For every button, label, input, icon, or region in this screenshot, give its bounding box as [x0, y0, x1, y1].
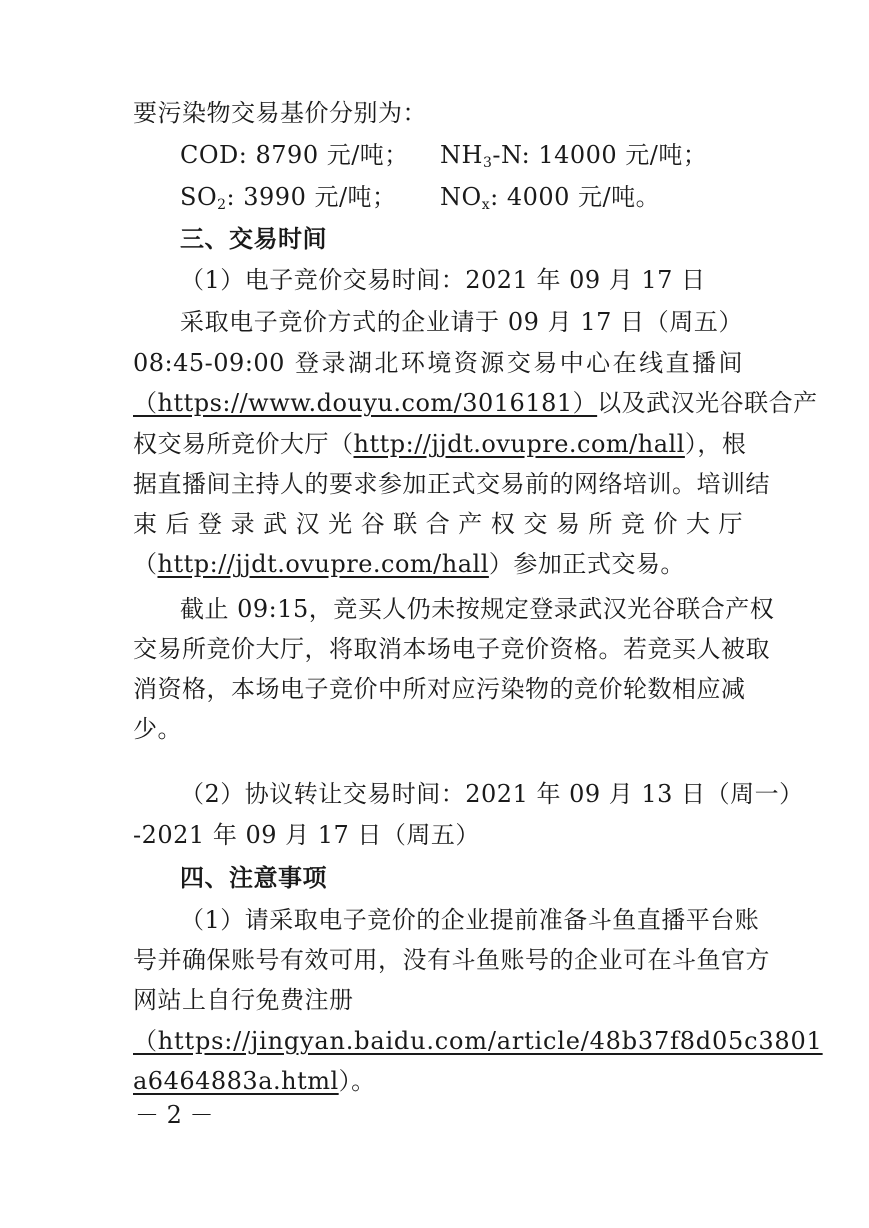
text-line: 号并确保账号有效可用，没有斗鱼账号的企业可在斗鱼官方: [133, 946, 770, 974]
text-line: 交易所竞价大厅，将取消本场电子竞价资格。若竞买人被取: [133, 635, 770, 663]
text-line: 08:45-09:00 登录湖北环境资源交易中心在线直播间: [133, 349, 743, 377]
text-line: a6464883a.html）。: [133, 1067, 376, 1095]
text-line: （https://www.douyu.com/3016181）以及武汉光谷联合产: [133, 389, 818, 417]
text-line: [133, 1024, 823, 1058]
text-line: -2021 年 09 月 17 日（周五）: [133, 821, 480, 849]
text-line: 少。: [133, 715, 182, 743]
text-line: 要污染物交易基价分别为：: [133, 99, 427, 127]
hall-link[interactable]: http://jjdt.ovupre.com/hall: [353, 430, 685, 458]
page-number: － 2 －: [135, 1101, 214, 1129]
text-line: 束后登录武汉光谷联合产权交易所竞价大厅: [133, 510, 743, 538]
text-line: （1）电子竞价交易时间：2021 年 09 月 17 日: [180, 266, 706, 294]
douyu-link[interactable]: （https://www.douyu.com/3016181）: [133, 389, 598, 417]
text-line: 权交易所竞价大厅（http://jjdt.ovupre.com/hall），根: [133, 430, 747, 458]
baidu-link-continued[interactable]: a6464883a.html: [133, 1067, 339, 1095]
nh3-price: $NH_3-N$: 14000 元/吨；: [440, 141, 708, 171]
so2-price: $SO_2$: 3990 元/吨；: [180, 183, 397, 213]
section-heading: 四、注意事项: [180, 864, 327, 892]
text-line: （http://jjdt.ovupre.com/hall）参加正式交易。: [133, 550, 685, 578]
nox-price: $NO_x$: 4000 元/吨。: [440, 183, 661, 213]
cod-price: COD: 8790 元/吨；: [180, 141, 409, 169]
text-line: 网站上自行免费注册: [133, 986, 354, 1014]
text-line: 消资格，本场电子竞价中所对应污染物的竞价轮数相应减: [133, 675, 746, 703]
hall-link[interactable]: http://jjdt.ovupre.com/hall: [157, 550, 489, 578]
baidu-link[interactable]: （https://jingyan.baidu.com/article/48b37f8d05c3801: [133, 1027, 823, 1055]
text-line: （1）请采取电子竞价的企业提前准备斗鱼直播平台账: [180, 906, 760, 934]
text-line: 采取电子竞价方式的企业请于 09 月 17 日（周五）: [180, 308, 743, 336]
section-heading: 三、交易时间: [180, 225, 327, 253]
text-line: 据直播间主持人的要求参加正式交易前的网络培训。培训结: [133, 470, 770, 498]
text-line: 截止 09:15，竞买人仍未按规定登录武汉光谷联合产权: [180, 595, 775, 623]
text-line: （2）协议转让交易时间：2021 年 09 月 13 日（周一）: [180, 780, 804, 808]
